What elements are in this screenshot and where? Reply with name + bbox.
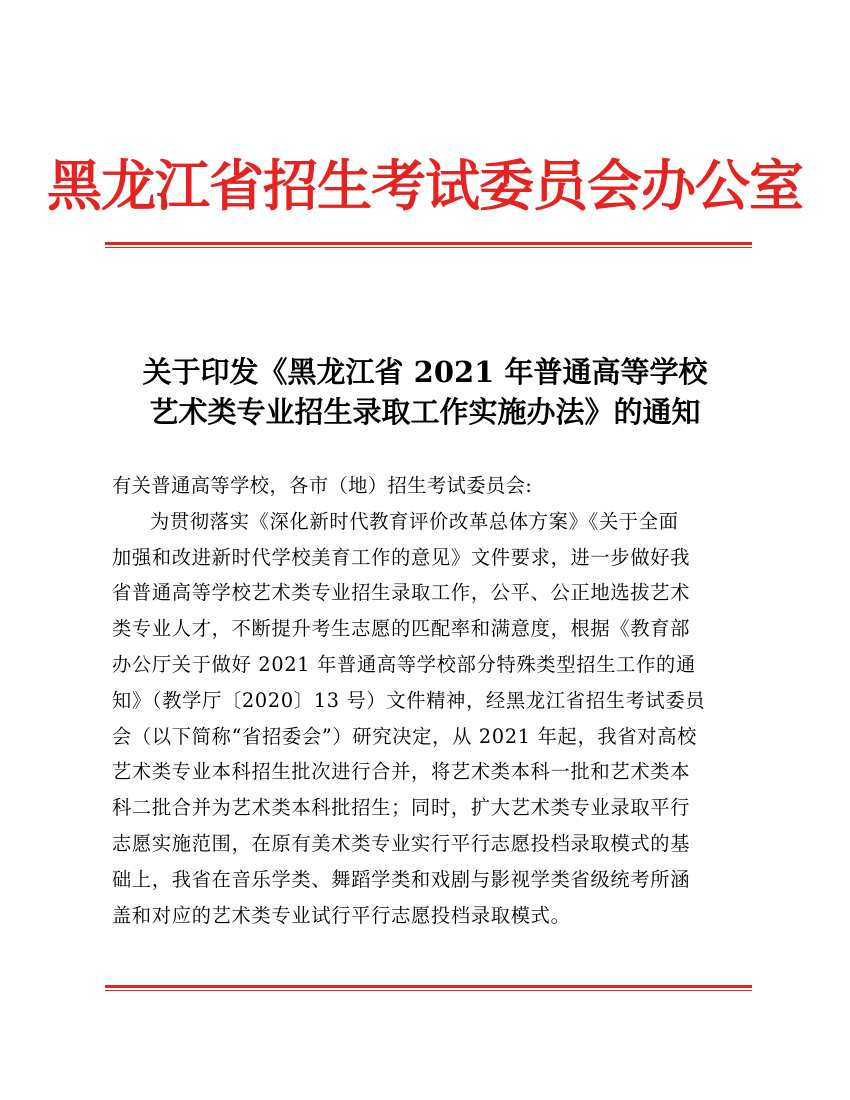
header-divider-thin-line: [105, 247, 752, 248]
paragraph-line: 础上，我省在音乐学类、舞蹈学类和戏剧与影视学类省级统考所涵: [112, 867, 691, 891]
paragraph-line: 知》（教学厅〔2020〕13 号）文件精神，经黑龙江省招生考试委员: [112, 688, 706, 712]
footer-divider-thin-line: [105, 990, 752, 991]
paragraph-line: 加强和改进新时代学校美育工作的意见》文件要求，进一步做好我: [112, 545, 691, 569]
paragraph-line: 类专业人才，不断提升考生志愿的匹配率和满意度，根据《教育部: [112, 617, 691, 641]
paragraph-line: 艺术类专业本科招生批次进行合并，将艺术类本科一批和艺术类本: [112, 760, 691, 784]
notice-title-line-2: 艺术类专业招生录取工作实施办法》的通知: [149, 395, 701, 429]
notice-title: [0, 352, 850, 432]
paragraph-line: 省普通高等学校艺术类专业招生录取工作，公平、公正地选拔艺术: [112, 581, 691, 605]
paragraph-line: 会（以下简称“省招委会”）研究决定，从 2021 年起，我省对高校: [112, 724, 698, 748]
paragraph-line: 为贯彻落实《深化新时代教育评价改革总体方案》《关于全面: [150, 509, 679, 533]
salutation: 有关普通高等学校，各市（地）招生考试委员会:: [112, 474, 533, 497]
paragraph-line: 志愿实施范围，在原有美术类专业实行平行志愿投档录取模式的基: [112, 831, 691, 855]
notice-body: [112, 468, 752, 933]
header-divider: [105, 242, 752, 248]
paragraph-line: 盖和对应的艺术类专业试行平行志愿投档录取模式。: [112, 903, 571, 927]
paragraph-line: 科二批合并为艺术类本科批招生；同时，扩大艺术类专业录取平行: [112, 796, 691, 820]
body-paragraph: [112, 504, 752, 934]
issuer-header: 黑龙江省招生考试委员会办公室: [46, 153, 803, 218]
paragraph-line: 办公厅关于做好 2021 年普通高等学校部分特殊类型招生工作的通: [112, 652, 696, 676]
footer-divider: [105, 985, 752, 991]
notice-title-line-1: 关于印发《黑龙江省 2021 年普通高等学校: [142, 355, 708, 389]
